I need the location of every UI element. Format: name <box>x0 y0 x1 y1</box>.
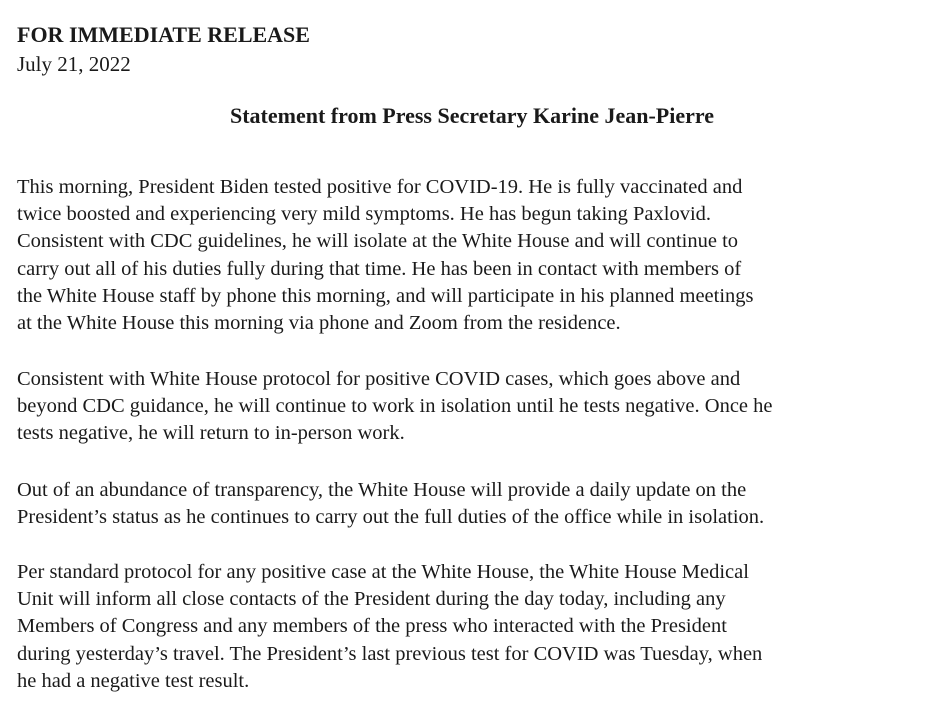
paragraph-line: he had a negative test result. <box>17 669 250 692</box>
release-label: FOR IMMEDIATE RELEASE <box>17 22 310 47</box>
paragraph-line: President’s status as he continues to carry out the full duties of the office while in isolation. <box>17 506 765 529</box>
paragraph-1 <box>17 174 929 337</box>
paragraph-line: beyond CDC guidance, he will continue to work in isolation until he tests negative. Once he <box>17 395 773 418</box>
paragraph-line: twice boosted and experiencing very mild symptoms. He has begun taking Paxlovid. <box>17 203 712 226</box>
paragraph-line: Unit will inform all close contacts of the President during the day today, including any <box>17 588 726 611</box>
paragraph-line: the White House staff by phone this morning, and will participate in his planned meetings <box>17 284 754 307</box>
paragraph-4 <box>17 559 929 695</box>
paragraph-line: tests negative, he will return to in-person work. <box>17 422 405 445</box>
paragraph-line: Members of Congress and any members of the press who interacted with the President <box>17 615 727 638</box>
paragraph-line: This morning, President Biden tested positive for COVID-19. He is fully vaccinated and <box>17 176 743 198</box>
paragraph-line: Consistent with CDC guidelines, he will isolate at the White House and will continue to <box>17 230 739 253</box>
paragraph-2 <box>17 366 929 448</box>
paragraph-3 <box>17 477 929 531</box>
paragraph-line: Out of an abundance of transparency, the White House will provide a daily update on the <box>17 479 747 501</box>
paragraph-line: during yesterday’s travel. The President’s last previous test for COVID was Tuesday, when <box>17 642 763 665</box>
paragraph-line: Consistent with White House protocol for positive COVID cases, which goes above and <box>17 368 741 390</box>
paragraph-line: carry out all of his duties fully during that time. He has been in contact with members of <box>17 257 742 280</box>
statement-title: Statement from Press Secretary Karine Jean-Pierre <box>229 103 715 128</box>
release-date: July 21, 2022 <box>17 52 131 76</box>
paragraph-line: Per standard protocol for any positive case at the White House, the White House Medical <box>17 561 749 583</box>
paragraph-line: at the White House this morning via phone and Zoom from the residence. <box>17 311 621 334</box>
